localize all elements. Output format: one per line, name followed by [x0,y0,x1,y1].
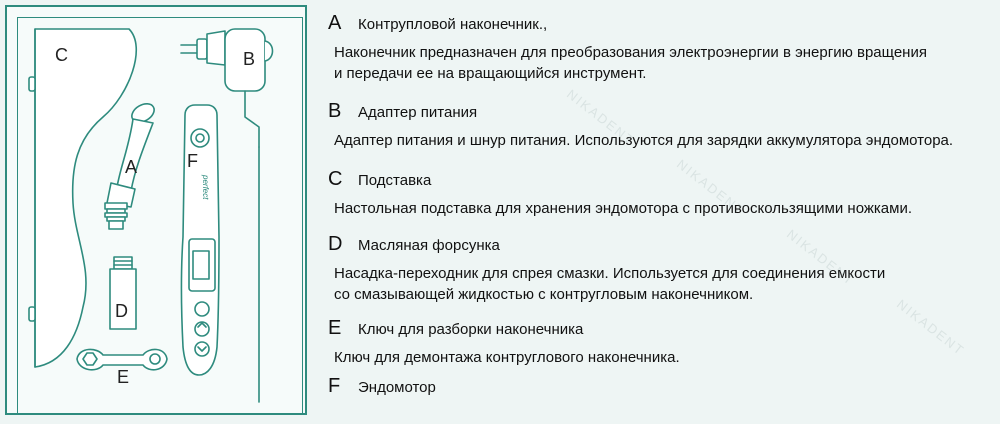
watermark: NIKADENT [564,86,638,149]
legend-item-head [328,12,993,34]
brand-logo-text: perfect [201,175,210,200]
parts-legend [328,0,993,424]
label-b: B [243,49,256,69]
legend-title: Эндомотор [358,379,436,396]
legend-item-head [328,233,993,255]
legend-key: B [328,100,342,122]
legend-description [334,263,993,305]
legend-item-head [328,168,993,190]
legend-description [334,347,993,368]
legend-title: Ключ для разборки наконечника [358,321,584,338]
legend-item-b [328,100,993,151]
watermark: NIKADENT [784,226,858,289]
legend-key: A [328,12,342,34]
legend-key: D [328,233,343,255]
watermark: NIKADENT [894,296,968,359]
legend-item-e [328,317,993,368]
legend-title: Масляная форсунка [358,237,500,254]
label-f: F [187,151,198,171]
label-c: C [55,45,68,65]
legend-description-line: Наконечник предназначен для преобразования электроэнергии в энергию вращения [334,44,927,61]
legend-item-f [328,375,993,397]
legend-item-d [328,233,993,305]
legend-description [334,42,993,84]
label-a: A [125,157,138,177]
label-e: E [117,367,130,387]
legend-description-line: Адаптер питания и шнур питания. Используются для зарядки аккумулятора эндомотора. [334,132,954,149]
legend-item-c [328,168,993,219]
endomotor-illustration [182,105,220,375]
legend-item-head [328,317,993,339]
legend-description-line: со смазывающей жидкостью с контругловым наконечником. [334,286,754,303]
legend-title: Подставка [358,172,432,189]
legend-description [334,198,993,219]
legend-title: Адаптер питания [358,104,478,121]
legend-title: Контрупловой наконечник., [358,16,548,33]
legend-key: F [328,375,341,397]
legend-description [334,130,993,151]
legend-item-a [328,12,993,84]
watermark: NIKADENT [674,156,748,219]
legend-description-line: Настольная подставка для хранения эндомотора с противоскользящими ножками. [334,200,912,217]
diagram-frame [5,5,307,415]
parts-illustration [7,7,309,417]
legend-description-line: Насадка-переходник для спрея смазки. Используется для соединения емкости [334,265,886,282]
legend-description-line: Ключ для демонтажа контруглового наконечника. [334,349,680,366]
legend-description-line: и передачи ее на вращающийся инструмент. [334,65,647,82]
legend-item-head [328,100,993,122]
legend-key: C [328,168,343,190]
legend-item-head [328,375,993,397]
legend-key: E [328,317,342,339]
label-d: D [115,301,128,321]
